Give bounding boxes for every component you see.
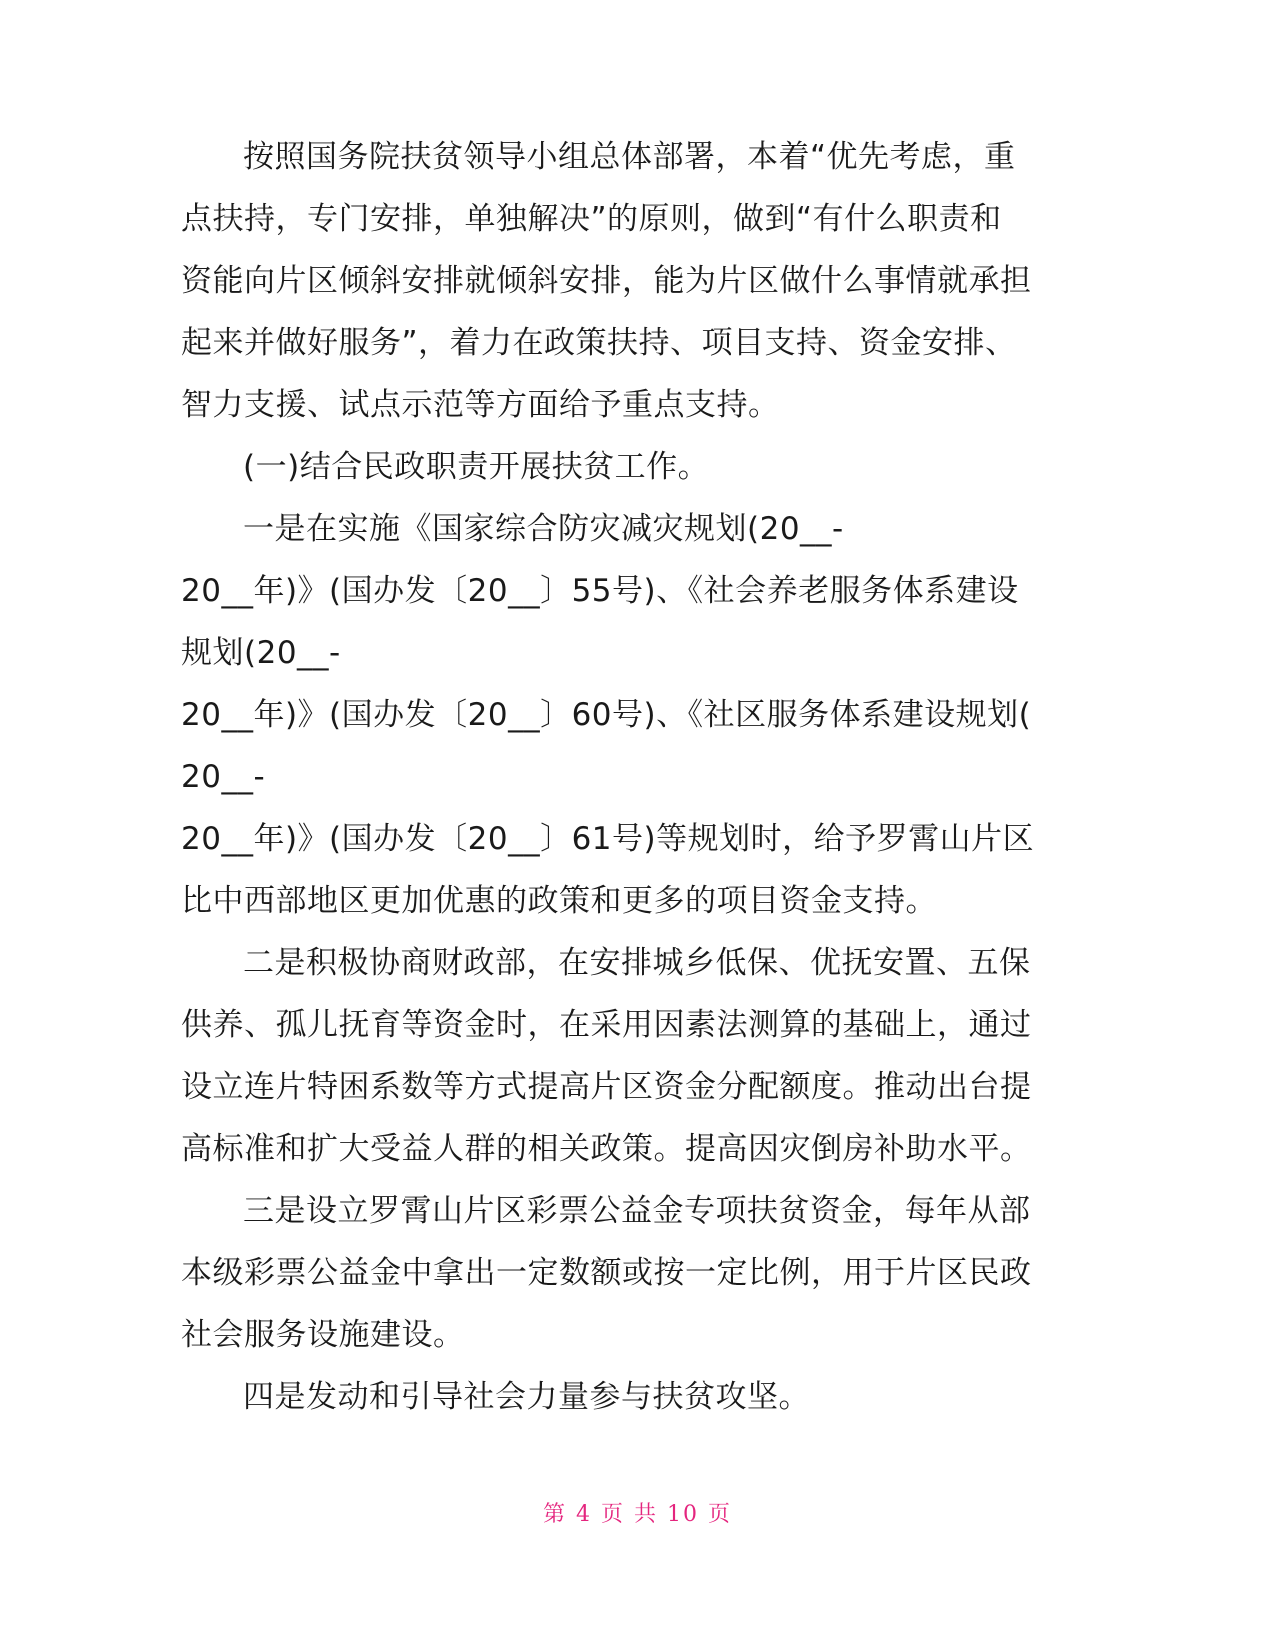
text-line: 一是在实施《国家综合防灾减灾规划(20__- (243, 511, 844, 547)
text-line: 四是发动和引导社会力量参与扶贫攻坚。 (243, 1379, 810, 1415)
text-line: 二是积极协商财政部，在安排城乡低保、优抚安置、五保 (243, 945, 1031, 981)
text-line: 20__年)》(国办发〔20__〕55号)、《社会养老服务体系建设 (181, 573, 1019, 609)
text-line: 本级彩票公益金中拿出一定数额或按一定比例，用于片区民政 (181, 1255, 1032, 1291)
section-heading: (一)结合民政职责开展扶贫工作。 (243, 449, 710, 485)
text-line: 供养、孤儿抚育等资金时，在采用因素法测算的基础上，通过 (181, 1007, 1032, 1043)
text-line: 20__- (181, 759, 266, 795)
text-line: 资能向片区倾斜安排就倾斜安排，能为片区做什么事情就承担 (181, 263, 1032, 299)
text-line: 高标准和扩大受益人群的相关政策。提高因灾倒房补助水平。 (181, 1131, 1032, 1167)
text-line: 按照国务院扶贫领导小组总体部署，本着“优先考虑，重 (243, 139, 1016, 175)
text-line: 设立连片特困系数等方式提高片区资金分配额度。推动出台提 (181, 1069, 1032, 1105)
text-line: 比中西部地区更加优惠的政策和更多的项目资金支持。 (181, 883, 937, 919)
page-number-footer: 第 4 页 共 10 页 (543, 1502, 732, 1527)
text-line: 起来并做好服务”，着力在政策扶持、项目支持、资金安排、 (181, 325, 1017, 361)
text-line: 智力支援、试点示范等方面给予重点支持。 (181, 387, 780, 423)
text-line: 20__年)》(国办发〔20__〕60号)、《社区服务体系建设规划( (181, 697, 1032, 733)
text-line: 20__年)》(国办发〔20__〕61号)等规划时，给予罗霄山片区 (181, 821, 1035, 857)
text-line: 社会服务设施建设。 (181, 1317, 465, 1353)
text-line: 三是设立罗霄山片区彩票公益金专项扶贫资金，每年从部 (243, 1193, 1031, 1229)
text-line: 规划(20__- (181, 635, 341, 671)
text-line: 点扶持，专门安排，单独解决”的原则，做到“有什么职责和 (181, 201, 1002, 237)
